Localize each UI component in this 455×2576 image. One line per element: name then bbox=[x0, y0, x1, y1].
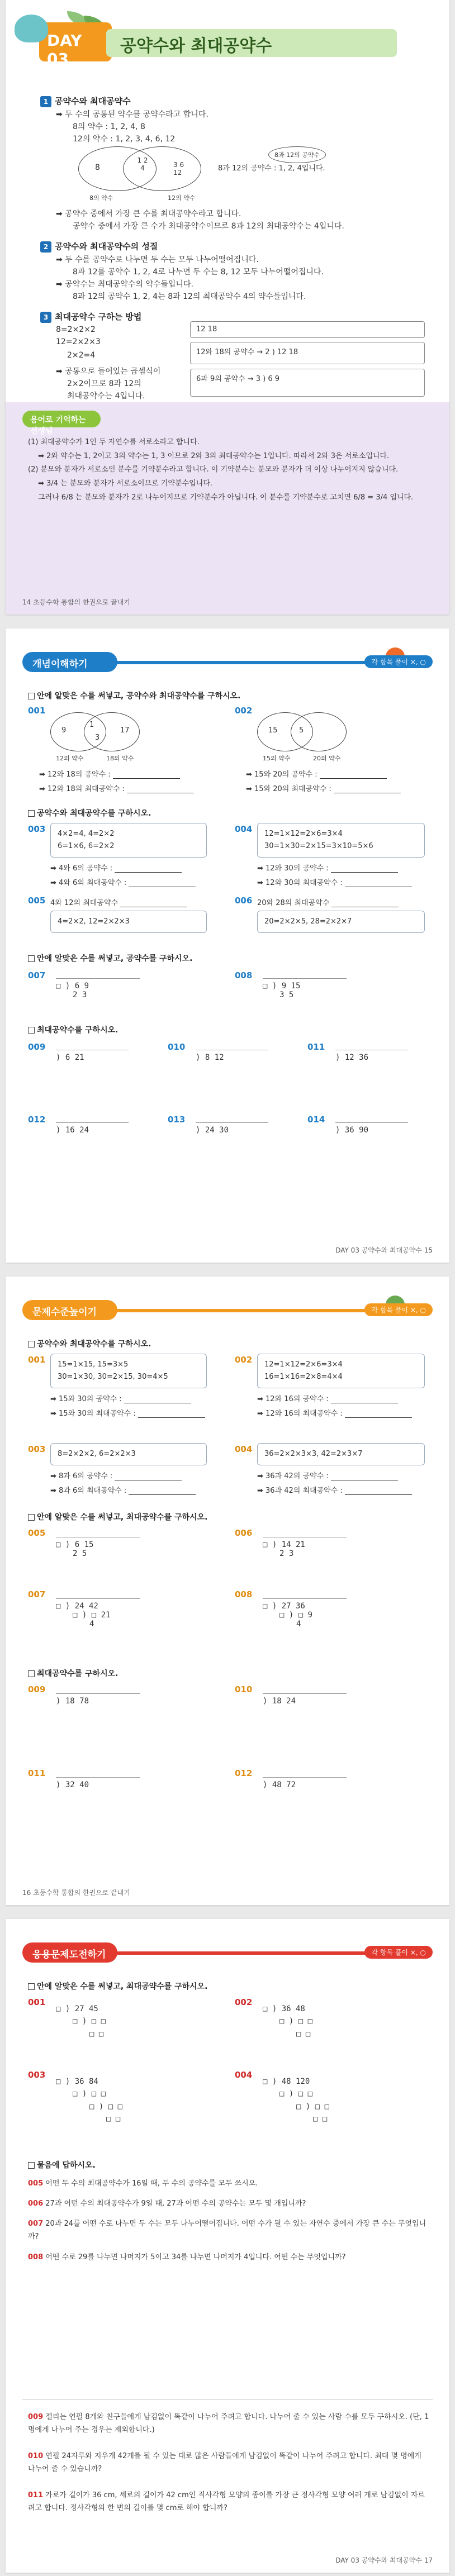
venn-center-value: 3 bbox=[95, 734, 100, 742]
answer-rule bbox=[263, 1777, 347, 1778]
division-ladder: □ ) 36 48 □ ) □ □ □ □ bbox=[263, 2004, 313, 2039]
section-heading: 3 최대공약수 구하는 방법 bbox=[40, 311, 141, 323]
method-step-box: 6과 9의 공약수 → 3 ) 6 9 bbox=[190, 369, 425, 397]
text-line: ➡ 공약수 중에서 가장 큰 수를 최대공약수라고 합니다. bbox=[56, 209, 241, 218]
question-number: 007 bbox=[28, 970, 46, 980]
answer-blank[interactable] bbox=[345, 1487, 412, 1495]
speech-bubble: 8과 12의 공약수 bbox=[268, 146, 326, 163]
text-line: 8과 12의 공약수 1, 2, 4는 8과 12의 최대공약수 4의 약수들입니다. bbox=[73, 292, 306, 301]
question-number: 006 bbox=[235, 896, 253, 906]
venn-right-value: 3 6 12 bbox=[173, 161, 184, 177]
question-number: 004 bbox=[235, 1444, 253, 1454]
page-footer: 14 초등수학 통합의 한권으로 끝내기 bbox=[22, 598, 130, 606]
question-box: 12=1×12=2×6=3×4 16=1×16=2×8=4×4 bbox=[257, 1354, 425, 1388]
question-number: 011 bbox=[307, 1042, 325, 1052]
answer-blank[interactable] bbox=[127, 785, 194, 793]
answer-line: ➡ 12와 18의 최대공약수 : bbox=[39, 783, 194, 793]
word-question: 005 어떤 두 수의 최대공약수가 16일 때, 두 수의 공약수를 모두 쓰시오. bbox=[28, 2179, 258, 2188]
venn-note: 8과 12의 공약수 : 1, 2, 4입니다. bbox=[218, 164, 325, 173]
question-number: 002 bbox=[235, 706, 253, 716]
venn-right-value: 17 bbox=[120, 726, 130, 735]
answer-blank[interactable] bbox=[113, 771, 180, 779]
answer-line: ➡ 8과 6의 최대공약수 : bbox=[50, 1484, 196, 1495]
checkbox-icon bbox=[28, 955, 35, 962]
venn-center-value: 1 bbox=[89, 721, 94, 729]
answer-blank[interactable] bbox=[138, 1410, 205, 1418]
answer-blank[interactable] bbox=[334, 785, 401, 793]
question-box: 4×2=4, 4=2×2 6=1×6, 6=2×2 bbox=[50, 823, 207, 858]
answer-blank[interactable] bbox=[331, 1396, 398, 1403]
word-question: 010 연필 24자루와 지우개 42개를 될 수 있는 대로 많은 사람들에게 남김없이 똑같이 나누어 주려고 합니다. 최대 몇 명에게 나누어 줄 수 있습니까? bbox=[28, 2452, 421, 2474]
division-ladder: ) 18 78 bbox=[56, 1697, 89, 1706]
question-number: 012 bbox=[28, 1115, 46, 1125]
question-number: 009 bbox=[28, 1042, 46, 1052]
question-number: 010 bbox=[235, 1684, 253, 1694]
banner-tab: 문제수준높이기 bbox=[22, 1300, 117, 1320]
word-question: 006 27과 어떤 수의 최대공약수가 9일 때, 27과 어떤 수의 공약수는 모두 몇 개입니까? bbox=[28, 2199, 306, 2208]
question-number: 003 bbox=[28, 1444, 46, 1454]
answer-blank[interactable] bbox=[129, 879, 196, 887]
division-ladder: □ ) 6 9 2 3 bbox=[56, 982, 89, 999]
tip-panel bbox=[6, 402, 449, 615]
answer-line: 4와 12의 최대공약수 bbox=[50, 897, 187, 907]
question-number: 007 bbox=[28, 1589, 46, 1599]
question-number: 004 bbox=[235, 2070, 253, 2080]
answer-blank[interactable] bbox=[320, 771, 387, 779]
division-ladder: □ ) 9 15 3 5 bbox=[263, 982, 301, 999]
division-ladder: □ ) 14 21 2 3 bbox=[263, 1540, 305, 1558]
banner-tab: 개념이해하기 bbox=[22, 652, 117, 672]
venn-right-label: 18의 약수 bbox=[106, 755, 134, 762]
question-number: 006 bbox=[235, 1528, 253, 1538]
division-ladder: ) 32 40 bbox=[56, 1780, 89, 1789]
venn-left-label: 12의 약수 bbox=[56, 755, 84, 762]
venn-left-value: 8 bbox=[95, 163, 100, 172]
venn-left-value: 15 bbox=[268, 726, 278, 735]
question-number: 002 bbox=[235, 1355, 253, 1365]
word-question: 007 20과 24를 어떤 수로 나누면 두 수는 모두 나누어떨어집니다. 어떤 수가 될 수 있는 자연수 중에서 가장 큰 수는 무엇입니까? bbox=[28, 2220, 426, 2241]
tip-line: 그러나 6/8 는 분모와 분자가 2로 나누어지므로 기약분수가 아닙니다. 이 분수를 기약분수로 고치면 6/8 = 3/4 입니다. bbox=[38, 493, 414, 502]
page-footer: DAY 03 공약수와 최대공약수 15 bbox=[335, 1246, 433, 1254]
question-number: 005 bbox=[28, 1528, 46, 1538]
answer-blank[interactable] bbox=[124, 1396, 191, 1403]
question-instruction: 공약수와 최대공약수를 구하시오. bbox=[28, 1338, 151, 1349]
answer-blank[interactable] bbox=[345, 879, 412, 887]
answer-line: ➡ 4와 6의 최대공약수 : bbox=[50, 877, 196, 887]
venn-left-value: 9 bbox=[61, 726, 67, 735]
question-box: 4=2×2, 12=2×2×3 bbox=[50, 911, 207, 933]
method-step-box: 12 18 bbox=[190, 321, 425, 338]
lesson-header bbox=[6, 0, 449, 84]
venn-right-circle bbox=[84, 712, 140, 751]
division-ladder: ) 24 30 bbox=[196, 1126, 229, 1135]
question-box: 20=2×2×5, 28=2×2×7 bbox=[257, 911, 425, 933]
page-footer: DAY 03 공약수와 최대공약수 17 bbox=[335, 2556, 433, 2564]
banner-tab: 응용문제도전하기 bbox=[22, 1942, 117, 1963]
page-footer: 16 초등수학 통합의 한권으로 끝내기 bbox=[22, 1889, 130, 1897]
page-title: 공약수와 최대공약수 bbox=[106, 29, 397, 57]
text-line: ➡ 공통으로 들어있는 곱셈식이 bbox=[56, 367, 161, 376]
answer-rule bbox=[56, 978, 140, 979]
text-line: 2×2이므로 8과 12의 bbox=[67, 379, 141, 388]
answer-line: 20와 28의 최대공약수 bbox=[257, 897, 399, 907]
answer-line: ➡ 15와 30의 공약수 : bbox=[50, 1393, 191, 1403]
question-number: 003 bbox=[28, 2070, 46, 2080]
worksheet-banner bbox=[6, 645, 449, 677]
text-line: 12=2×2×3 bbox=[56, 337, 101, 346]
question-number: 008 bbox=[235, 970, 253, 980]
answer-line: ➡ 12와 18의 공약수 : bbox=[39, 768, 180, 779]
answer-rule bbox=[56, 1777, 140, 1778]
answer-line: ➡ 12와 16의 공약수 : bbox=[257, 1393, 398, 1403]
answer-rule bbox=[196, 1122, 268, 1123]
division-ladder: □ ) 36 84 □ ) □ □ □ ) □ □ □ □ bbox=[56, 2077, 123, 2124]
section-heading: 1 공약수와 최대공약수 bbox=[40, 95, 131, 107]
question-number: 005 bbox=[28, 896, 46, 906]
checkbox-icon bbox=[28, 1983, 35, 1990]
division-ladder: □ ) 48 120 □ ) □ □ □ ) □ □ □ □ bbox=[263, 2077, 330, 2124]
section-heading: 2 공약수와 최대공약수의 성질 bbox=[40, 240, 158, 253]
division-ladder: □ ) 6 15 2 5 bbox=[56, 1540, 94, 1558]
answer-blank[interactable] bbox=[331, 865, 398, 873]
answer-rule bbox=[335, 1122, 408, 1123]
answer-line: ➡ 15와 20의 최대공약수 : bbox=[246, 783, 401, 793]
venn-right-label: 20의 약수 bbox=[313, 755, 341, 762]
question-instruction: 최대공약수를 구하시오. bbox=[28, 1668, 118, 1679]
lesson-page-14 bbox=[6, 0, 449, 615]
answer-rule bbox=[263, 1693, 347, 1694]
checkbox-icon bbox=[28, 810, 35, 817]
section-divider bbox=[22, 2399, 433, 2400]
answer-rule bbox=[263, 1598, 347, 1599]
answer-line: ➡ 36과 42의 공약수 : bbox=[257, 1470, 398, 1480]
question-box: 12=1×12=2×6=3×4 30=1×30=2×15=3×10=5×6 bbox=[257, 823, 425, 858]
text-line: 2×2=4 bbox=[67, 351, 96, 360]
answer-line: ➡ 15와 30의 최대공약수 : bbox=[50, 1407, 205, 1418]
venn-left-label: 8의 약수 bbox=[89, 194, 113, 202]
answer-line: ➡ 12와 30의 최대공약수 : bbox=[257, 877, 412, 887]
answer-blank[interactable] bbox=[115, 1473, 182, 1480]
checkbox-icon bbox=[28, 1670, 35, 1677]
question-number: 004 bbox=[235, 824, 253, 834]
question-instruction: 공약수와 최대공약수를 구하시오. bbox=[28, 807, 151, 818]
text-line: 최대공약수는 4입니다. bbox=[67, 392, 145, 401]
answer-line: ➡ 12와 16의 최대공약수 : bbox=[257, 1407, 412, 1418]
question-box: 36=2×2×3×3, 42=2×3×7 bbox=[257, 1443, 425, 1465]
answer-rule bbox=[56, 1693, 140, 1694]
question-instruction: 안에 알맞은 수를 써넣고, 최대공약수를 구하시오. bbox=[28, 1980, 208, 1992]
text-line: ➡ 두 수의 공통된 약수를 공약수라고 합니다. bbox=[56, 110, 208, 119]
text-line: 8의 약수 : 1, 2, 4, 8 bbox=[73, 122, 145, 131]
word-question: 008 어떤 수로 29를 나누면 나머지가 5이고 34를 나누면 나머지가 4입니다. 어떤 수는 무엇입니까? bbox=[28, 2253, 346, 2261]
division-ladder: ) 36 90 bbox=[335, 1126, 369, 1135]
bird-mascot-icon bbox=[15, 15, 48, 42]
answer-line: ➡ 36과 42의 최대공약수 : bbox=[257, 1484, 412, 1495]
banner-progress: 각 항목 풀이 ×, ○ bbox=[364, 1303, 433, 1316]
banner-progress: 각 항목 풀이 ×, ○ bbox=[364, 1946, 433, 1959]
division-ladder: □ ) 24 42 □ ) □ 21 4 bbox=[56, 1602, 111, 1629]
answer-line: ➡ 8과 6의 공약수 : bbox=[50, 1470, 182, 1480]
venn-center-value: 5 bbox=[299, 726, 304, 735]
tip-content bbox=[28, 436, 430, 504]
venn-left-label: 15의 약수 bbox=[263, 755, 291, 762]
answer-blank[interactable] bbox=[129, 1487, 196, 1495]
tip-line: (2) 분모와 분자가 서로소인 분수를 기약분수라고 합니다. 이 기약분수는 분모와 분자가 더 이상 나누어지지 않습니다. bbox=[28, 465, 399, 474]
text-line: ➡ 공약수는 최대공약수의 약수들입니다. bbox=[56, 280, 193, 289]
division-ladder: ) 8 12 bbox=[196, 1053, 224, 1062]
question-number: 003 bbox=[28, 824, 46, 834]
checkbox-icon bbox=[28, 693, 35, 699]
venn-center-value: 1 2 4 bbox=[137, 156, 148, 172]
word-question: 009 젤리는 연필 8개와 친구들에게 남김없이 똑같이 나누어 주려고 합니다. 나누어 줄 수 있는 사람 수를 모두 구하시오. (단, 1명에게 나누어 주는 경우는 제외합니다.) bbox=[28, 2413, 429, 2435]
question-instruction: 물음에 답하시오. bbox=[28, 2159, 96, 2170]
tip-line: (1) 최대공약수가 1인 두 자연수를 서로소라고 합니다. bbox=[28, 438, 200, 446]
answer-blank[interactable] bbox=[115, 865, 182, 873]
worksheet-page-15 bbox=[6, 628, 449, 1263]
answer-blank[interactable] bbox=[331, 1473, 398, 1480]
answer-blank[interactable] bbox=[331, 899, 399, 907]
question-box: 8=2×2×2, 6=2×2×3 bbox=[50, 1443, 207, 1465]
answer-line: ➡ 12와 30의 공약수 : bbox=[257, 862, 398, 873]
question-number: 014 bbox=[307, 1115, 325, 1125]
answer-line: ➡ 4와 6의 공약수 : bbox=[50, 862, 182, 873]
banner-progress: 각 항목 풀이 ×, ○ bbox=[364, 655, 433, 668]
answer-rule bbox=[56, 1122, 129, 1123]
text-line: ➡ 두 수를 공약수로 나누면 두 수는 모두 나누어떨어집니다. bbox=[56, 255, 259, 264]
question-number: 002 bbox=[235, 1997, 253, 2007]
text-line: 공약수 중에서 가장 큰 수가 최대공약수이므로 8과 12의 최대공약수는 4입니다. bbox=[73, 222, 344, 231]
checkbox-icon bbox=[28, 1514, 35, 1521]
question-instruction: 안에 알맞은 수를 써넣고, 공약수를 구하시오. bbox=[28, 953, 192, 964]
question-instruction: 최대공약수를 구하시오. bbox=[28, 1024, 118, 1035]
question-number: 009 bbox=[28, 1684, 46, 1694]
text-line: 8과 12를 공약수 1, 2, 4로 나누면 두 수는 8, 12 모두 나누어떨어집니다. bbox=[73, 268, 324, 277]
division-ladder: ) 16 24 bbox=[56, 1126, 89, 1135]
answer-rule bbox=[263, 978, 347, 979]
worksheet-page-16 bbox=[6, 1277, 449, 1905]
day-badge: DAY 03 bbox=[39, 22, 112, 61]
question-number: 001 bbox=[28, 1355, 46, 1365]
question-box: 15=1×15, 15=3×5 30=1×30, 30=2×15, 30=4×5 bbox=[50, 1354, 207, 1388]
question-number: 013 bbox=[168, 1115, 186, 1125]
answer-line: ➡ 15와 20의 공약수 : bbox=[246, 768, 387, 779]
checkbox-icon bbox=[28, 1341, 35, 1347]
tip-line: ➡ 2와 약수는 1, 2이고 3의 약수는 1, 3 이므로 2와 3의 최대공약수는 1입니다. 따라서 2와 3은 서로소입니다. bbox=[38, 451, 390, 460]
question-number: 011 bbox=[28, 1768, 46, 1778]
question-number: 001 bbox=[28, 706, 46, 716]
division-ladder: ) 48 72 bbox=[263, 1780, 296, 1789]
tip-badge: 용어로 기억하는 선생님 bbox=[22, 411, 101, 427]
answer-rule bbox=[56, 1598, 140, 1599]
checkbox-icon bbox=[28, 1027, 35, 1034]
word-question: 011 가로가 길이가 36 cm, 세로의 길이가 42 cm인 직사각형 모양의 종이를 가장 큰 정사각형 모양 여러 개로 남김없이 자르려고 합니다. 정사각형의 한 변의 길이를 몇 cm로 해야 합니까? bbox=[28, 2491, 425, 2513]
question-instruction: 안에 알맞은 수를 써넣고, 최대공약수를 구하시오. bbox=[28, 1511, 208, 1522]
text-line: 8=2×2×2 bbox=[56, 325, 96, 334]
venn-right-label: 12의 약수 bbox=[168, 194, 196, 202]
division-ladder: □ ) 27 45 □ ) □ □ □ □ bbox=[56, 2004, 106, 2039]
worksheet-banner bbox=[6, 1293, 449, 1325]
answer-blank[interactable] bbox=[345, 1410, 412, 1418]
worksheet-page-17 bbox=[6, 1919, 449, 2573]
question-number: 008 bbox=[235, 1589, 253, 1599]
checkbox-icon bbox=[28, 2162, 35, 2169]
method-step-box: 12와 18의 공약수 → 2 ) 12 18 bbox=[190, 342, 425, 364]
text-line: 12의 약수 : 1, 2, 3, 4, 6, 12 bbox=[73, 135, 176, 144]
division-ladder: □ ) 27 36 □ ) □ 9 4 bbox=[263, 1602, 313, 1629]
question-number: 010 bbox=[168, 1042, 186, 1052]
division-ladder: ) 12 36 bbox=[335, 1053, 369, 1062]
question-number: 001 bbox=[28, 1997, 46, 2007]
division-ladder: ) 18 24 bbox=[263, 1697, 296, 1706]
tip-line: ➡ 3/4 는 분모와 분자가 서로소이므로 기약분수입니다. bbox=[38, 479, 212, 488]
worksheet-banner bbox=[6, 1936, 449, 1967]
answer-blank[interactable] bbox=[120, 899, 187, 907]
question-number: 012 bbox=[235, 1768, 253, 1778]
division-ladder: ) 6 21 bbox=[56, 1053, 84, 1062]
question-instruction: 안에 알맞은 수를 써넣고, 공약수와 최대공약수를 구하시오. bbox=[28, 690, 240, 701]
